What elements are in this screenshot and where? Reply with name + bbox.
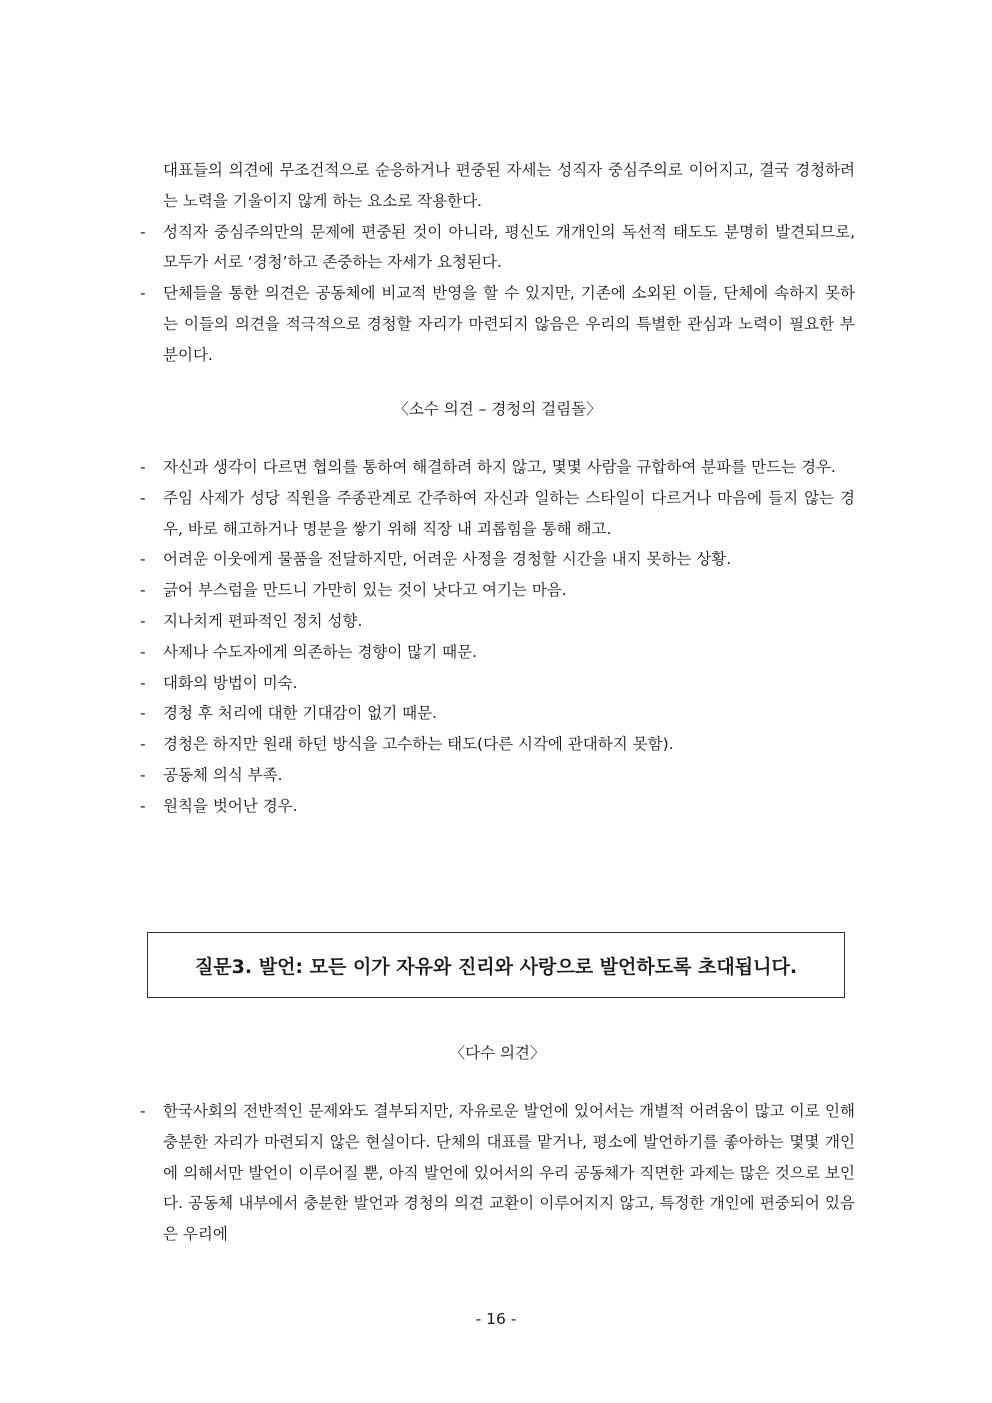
list-item: - 한국사회의 전반적인 문제와도 결부되지만, 자유로운 발언에 있어서는 개별적 어려움이 많고 이로 인해 충분한 자리가 마련되지 않은 현실이다. 단체의 대표를 맡거나, 평소에 발언하기를 좋아하는 몇몇 개인에 의해서만 발언이 이루어질 뿐, 아직 발언에 있어서의 우리 공동체가 직면한 과제는 많은 것으로 보인다. 공동체 내부에서 충분한 발언과 경청의 의견 교환이 이루어지지 않고, 특정한 개인에 편중되어 있음은 우리에 [140, 1096, 855, 1250]
list-item: - 사제나 수도자에게 의존하는 경향이 많기 때문. [140, 637, 855, 668]
dash-bullet: - [140, 488, 146, 507]
list-item: - 성직자 중심주의만의 문제에 편중된 것이 아니라, 평신도 개개인의 독선적 태도도 분명히 발견되므로, 모두가 서로 ‘경청’하고 존중하는 자세가 요청된다. [140, 217, 855, 279]
list-item: - 공동체 의식 부족. [140, 760, 855, 791]
heading-majority-opinion: 〈다수 의견〉 [449, 1044, 546, 1062]
page-number: - 16 - [475, 1310, 517, 1328]
list-item: - 주임 사제가 성당 직원을 주종관계로 간주하여 자신과 일하는 스타일이 다르거나 마음에 들지 않는 경우, 바로 해고하거나 명분을 쌓기 위해 직장 내 괴롭힘을 통해 해고. [140, 483, 855, 545]
list-item: - 경청은 하지만 원래 하던 방식을 고수하는 태도(다른 시각에 관대하지 못함). [140, 729, 855, 760]
continuation-paragraph: 대표들의 의견에 무조건적으로 순응하거나 편중된 자세는 성직자 중심주의로 이어지고, 결국 경청하려는 노력을 기울이지 않게 하는 요소로 작용한다. [163, 161, 855, 210]
list-item: - 지나치게 편파적인 정치 성향. [140, 606, 855, 637]
dash-bullet: - [140, 581, 146, 600]
dash-bullet: - [140, 550, 146, 569]
dash-bullet: - [140, 735, 146, 754]
list-item: - 긁어 부스럼을 만드니 가만히 있는 것이 낫다고 여기는 마음. [140, 575, 855, 606]
dash-bullet: - [140, 796, 146, 815]
list-item: - 자신과 생각이 다르면 협의를 통하여 해결하려 하지 않고, 몇몇 사람을 규합하여 분파를 만드는 경우. [140, 452, 855, 483]
section-listening-issues [140, 155, 855, 371]
list-item: - 단체들을 통한 의견은 공동체에 비교적 반영을 할 수 있지만, 기존에 소외된 이들, 단체에 속하지 못하는 이들의 의견을 적극적으로 경청할 자리가 마련되지 않음은 우리의 특별한 관심과 노력이 필요한 부분이다. [140, 278, 855, 370]
question-box [147, 932, 845, 998]
list-item: - 대화의 방법이 미숙. [140, 668, 855, 699]
dash-bullet: - [140, 222, 146, 241]
heading-minority-opinion: 〈소수 의견 – 경청의 걸림돌〉 [393, 400, 602, 418]
dash-bullet: - [140, 284, 146, 303]
dash-bullet: - [140, 765, 146, 784]
section-minority-opinions [140, 452, 855, 822]
dash-bullet: - [140, 642, 146, 661]
dash-bullet: - [140, 611, 146, 630]
list-item: - 경청 후 처리에 대한 기대감이 없기 때문. [140, 698, 855, 729]
question-title: 질문3. 발언: 모든 이가 자유와 진리와 사랑으로 발언하도록 초대됩니다. [194, 955, 798, 978]
list-item: - 어려운 이웃에게 물품을 전달하지만, 어려운 사정을 경청할 시간을 내지 못하는 상황. [140, 544, 855, 575]
list-item: - 원칙을 벗어난 경우. [140, 791, 855, 822]
section-majority-opinions [140, 1096, 855, 1250]
dash-bullet: - [140, 673, 146, 692]
dash-bullet: - [140, 458, 146, 476]
dash-bullet: - [140, 704, 146, 723]
dash-bullet: - [140, 1102, 146, 1120]
